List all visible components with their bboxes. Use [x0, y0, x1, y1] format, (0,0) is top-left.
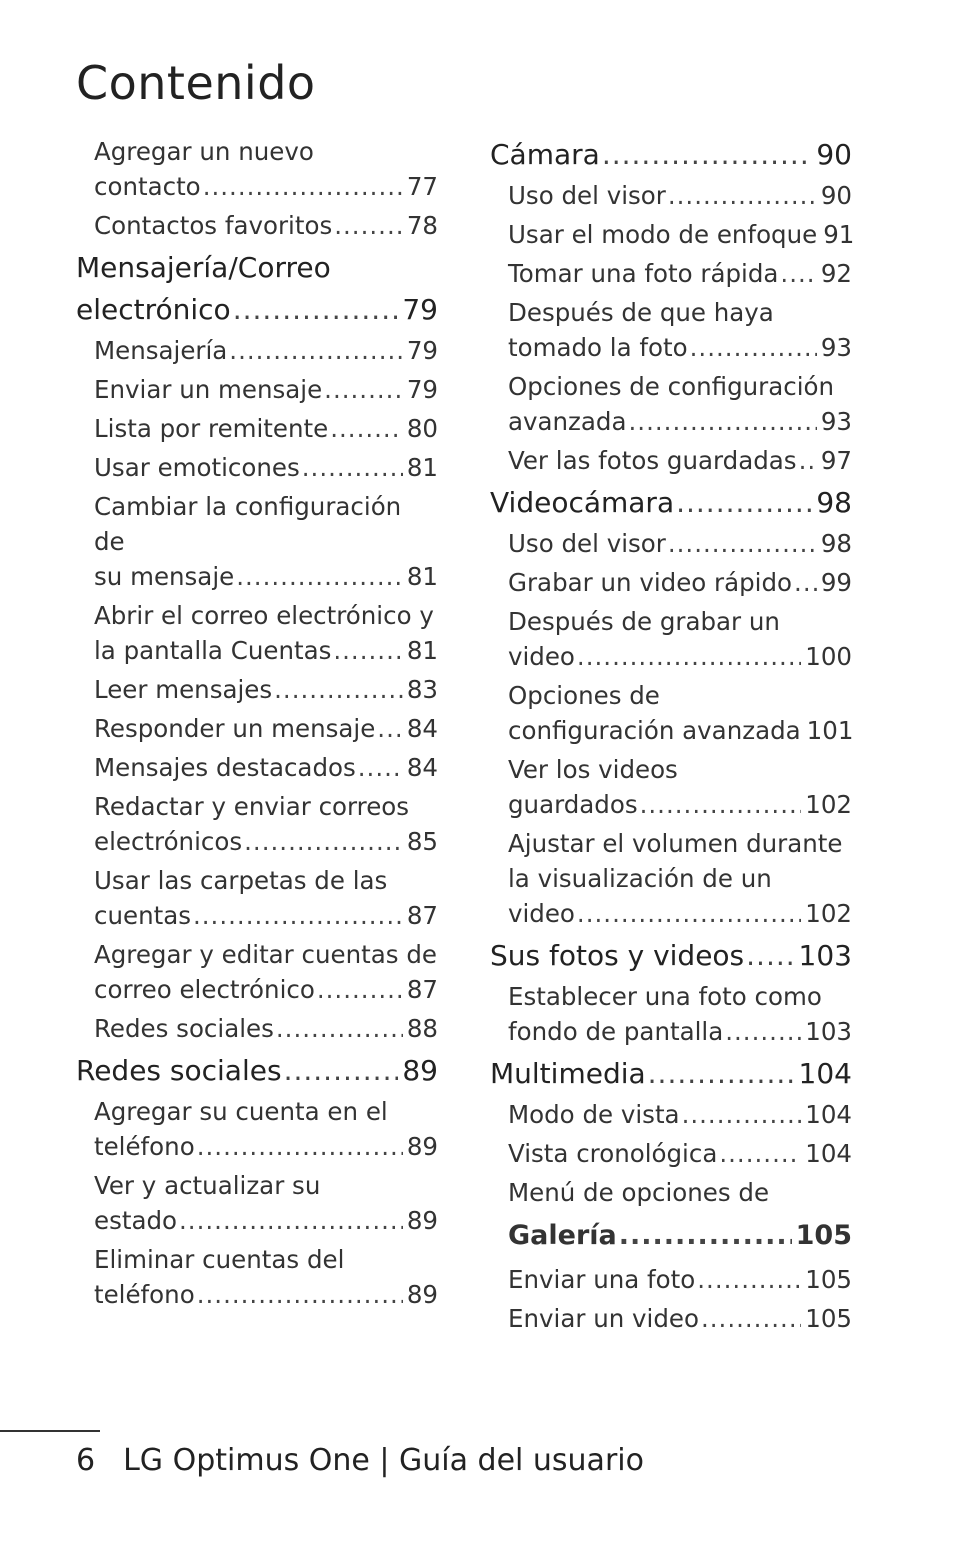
toc-item[interactable]	[94, 450, 438, 485]
toc-item-galeria[interactable]	[508, 1214, 852, 1258]
toc-item-label: Mensajería	[94, 336, 228, 365]
toc-item-page: 87	[406, 975, 438, 1004]
toc-item-page: 99	[820, 568, 852, 597]
toc-item[interactable]	[94, 863, 438, 933]
toc-item-label-line: Agregar su cuenta en el	[94, 1097, 388, 1126]
toc-item-label-line: Opciones de	[508, 681, 660, 710]
toc-item-page: 104	[805, 1139, 852, 1168]
toc-item[interactable]	[508, 256, 852, 291]
toc-item-label: contacto	[94, 172, 201, 201]
toc-item-page: 89	[406, 1132, 438, 1161]
dot-leader	[203, 169, 403, 204]
toc-item-page: 79	[406, 375, 438, 404]
toc-item-label-line: Eliminar cuentas del	[94, 1245, 345, 1274]
toc-item[interactable]	[508, 979, 852, 1049]
dot-leader	[648, 1053, 795, 1095]
toc-item-label: Responder un mensaje	[94, 714, 376, 743]
toc-item-label-line: Ver y actualizar su	[94, 1171, 321, 1200]
toc-item[interactable]	[508, 1301, 852, 1336]
toc-item[interactable]	[94, 134, 438, 204]
toc-item-page: 89	[406, 1280, 438, 1309]
toc-item-label: Modo de vista	[508, 1100, 680, 1129]
toc-item-label: Usar emoticones	[94, 453, 300, 482]
toc-item[interactable]	[94, 598, 438, 668]
dot-leader	[701, 1301, 801, 1336]
toc-item[interactable]	[508, 604, 852, 674]
dot-leader	[690, 330, 817, 365]
dot-leader	[274, 672, 403, 707]
toc-item-page: 87	[406, 901, 438, 930]
dot-leader	[640, 787, 802, 822]
toc-item-label-line: Agregar y editar cuentas de	[94, 940, 437, 969]
toc-item[interactable]	[94, 411, 438, 446]
toc-item-label-line: Cambiar la configuración de	[94, 492, 402, 556]
toc-item-label-line: Agregar un nuevo	[94, 137, 314, 166]
toc-item-label: electrónicos	[94, 827, 243, 856]
toc-item-page: 105	[795, 1220, 852, 1251]
toc-item[interactable]	[508, 1262, 852, 1297]
dot-leader	[619, 1214, 792, 1258]
toc-section-page: 90	[816, 138, 852, 171]
toc-item-label-line: Opciones de configuración	[508, 372, 835, 401]
dot-leader	[284, 1050, 399, 1092]
toc-item[interactable]	[94, 489, 438, 594]
toc-item-label: Redes sociales	[94, 1014, 274, 1043]
toc-item-page: 79	[406, 336, 438, 365]
footer-divider	[0, 1430, 100, 1432]
dot-leader	[682, 1097, 802, 1132]
dot-leader	[794, 565, 817, 600]
toc-section-page: 98	[816, 486, 852, 519]
toc-item[interactable]	[508, 1097, 852, 1132]
toc-item[interactable]	[508, 678, 852, 748]
toc-item-label: la pantalla Cuentas	[94, 636, 332, 665]
toc-item-label: Enviar un mensaje	[94, 375, 323, 404]
toc-item-label: Grabar un video rápido	[508, 568, 793, 597]
dot-leader	[629, 404, 817, 439]
toc-item-label: correo electrónico	[94, 975, 315, 1004]
toc-item[interactable]	[94, 1011, 438, 1046]
toc-item-page: 88	[406, 1014, 438, 1043]
toc-section-label: Multimedia	[490, 1057, 646, 1090]
toc-item-page: 78	[406, 211, 438, 240]
toc-item-page: 93	[820, 333, 852, 362]
toc-section-page: 104	[798, 1057, 852, 1090]
dot-leader	[233, 289, 399, 331]
toc-item[interactable]	[508, 565, 852, 600]
toc-item-label: guardados	[508, 790, 638, 819]
dot-leader	[236, 559, 403, 594]
toc-item[interactable]	[508, 217, 855, 252]
toc-item-label: Lista por remitente	[94, 414, 329, 443]
dot-leader	[229, 333, 403, 368]
toc-item-page: 102	[805, 899, 852, 928]
toc-item-page: 98	[820, 529, 852, 558]
toc-subitems	[490, 526, 852, 931]
toc-section	[490, 935, 852, 1049]
toc-item[interactable]	[508, 826, 852, 931]
toc-item-page: 103	[805, 1017, 852, 1046]
toc-section-heading[interactable]	[490, 482, 852, 524]
toc-item[interactable]	[508, 1136, 852, 1171]
toc-item-label: Uso del visor	[508, 181, 666, 210]
toc-section-heading[interactable]	[76, 1050, 438, 1092]
toc-right-column	[490, 134, 855, 1340]
dot-leader	[333, 633, 402, 668]
toc-section-heading[interactable]	[490, 935, 852, 977]
toc-item[interactable]	[508, 1175, 852, 1210]
toc-item[interactable]	[94, 750, 438, 785]
toc-section-label: Cámara	[490, 138, 600, 171]
footer-text: LG Optimus One | Guía del usuario	[123, 1443, 644, 1478]
toc-item[interactable]	[508, 526, 852, 561]
toc-item-label-line: Redactar y enviar correos	[94, 792, 410, 821]
dot-leader	[668, 178, 817, 213]
dot-leader	[377, 711, 403, 746]
toc-item-label: video	[508, 642, 575, 671]
dot-leader	[179, 1203, 403, 1238]
dot-leader	[193, 898, 403, 933]
toc-item-label: Vista cronológica	[508, 1139, 718, 1168]
pre-items	[76, 134, 438, 243]
toc-item-page: 105	[805, 1265, 852, 1294]
toc-item-label: teléfono	[94, 1132, 195, 1161]
toc-item-label: Enviar un video	[508, 1304, 699, 1333]
toc-item-page: 84	[406, 714, 438, 743]
toc-item[interactable]	[94, 937, 438, 1007]
toc-item-label: Contactos favoritos	[94, 211, 333, 240]
toc-item-label-line: Usar las carpetas de las	[94, 866, 388, 895]
toc-item[interactable]	[508, 369, 852, 439]
toc-subitems	[76, 1094, 438, 1312]
toc-item-page: 102	[805, 790, 852, 819]
dot-leader	[197, 1277, 403, 1312]
toc-item-label: su mensaje	[94, 562, 235, 591]
toc-item-page: 81	[406, 562, 438, 591]
toc-item-page: 91	[823, 220, 855, 249]
toc-item-page: 84	[406, 753, 438, 782]
toc-section-page: 103	[798, 939, 852, 972]
toc-item-label-line: Abrir el correo electrónico y	[94, 601, 434, 630]
toc-section-label: Redes sociales	[76, 1054, 282, 1087]
dot-leader	[577, 639, 801, 674]
toc-item[interactable]	[508, 178, 852, 213]
toc-item-label-line: Después de grabar un	[508, 607, 780, 636]
toc-subitems	[490, 178, 855, 478]
toc-section	[490, 482, 852, 931]
toc-item-label-line: Menú de opciones de	[508, 1178, 770, 1207]
dot-leader	[602, 134, 813, 176]
toc-item-page: 89	[406, 1206, 438, 1235]
toc-item-page: 77	[406, 172, 438, 201]
page-footer	[76, 1443, 644, 1478]
toc-item-label: Tomar una foto rápida	[508, 259, 779, 288]
toc-item[interactable]	[508, 295, 852, 365]
toc-section-heading[interactable]	[490, 134, 852, 176]
toc-item-label: teléfono	[94, 1280, 195, 1309]
toc-item-page: 81	[406, 636, 438, 665]
dot-leader	[780, 256, 816, 291]
toc-item-label-line: Ajustar el volumen durante	[508, 829, 843, 858]
toc-item-label: Enviar una foto	[508, 1265, 696, 1294]
dot-leader	[719, 1136, 801, 1171]
toc-item[interactable]	[94, 208, 438, 243]
toc-item-label: Leer mensajes	[94, 675, 273, 704]
toc-item-label-line: Ver los videos	[508, 755, 678, 784]
toc-section	[490, 134, 855, 478]
dot-leader	[799, 443, 817, 478]
dot-leader	[725, 1014, 801, 1049]
toc-item-label: Usar el modo de enfoque	[508, 220, 818, 249]
dot-leader	[697, 1262, 801, 1297]
toc-section-label: Videocámara	[490, 486, 675, 519]
toc-item-label: cuentas	[94, 901, 191, 930]
toc-item-page: 81	[406, 453, 438, 482]
toc-item[interactable]	[94, 789, 438, 859]
toc-item-page: 85	[406, 827, 438, 856]
toc-item[interactable]	[94, 1242, 438, 1312]
toc-item-label: video	[508, 899, 575, 928]
dot-leader	[746, 935, 794, 977]
toc-section-label: Sus fotos y videos	[490, 939, 745, 972]
toc-item-page: 100	[805, 642, 852, 671]
dot-leader	[302, 450, 403, 485]
toc-item[interactable]	[94, 1094, 438, 1164]
toc-item-label: Galería	[508, 1220, 617, 1251]
toc-item-label-line: Establecer una foto como	[508, 982, 822, 1011]
dot-leader	[197, 1129, 403, 1164]
toc-section-heading[interactable]	[490, 1053, 852, 1095]
toc-subitems	[490, 979, 852, 1049]
page-number: 6	[76, 1443, 96, 1478]
toc-item-label: configuración avanzada	[508, 716, 801, 745]
toc-section	[490, 1053, 852, 1336]
toc-section	[76, 247, 438, 1046]
toc-item[interactable]	[508, 443, 852, 478]
toc-section	[76, 1050, 438, 1312]
toc-item-label: tomado la foto	[508, 333, 688, 362]
dot-leader	[330, 411, 403, 446]
dot-leader	[276, 1011, 403, 1046]
toc-subitems	[490, 1097, 852, 1336]
toc-item-page: 90	[820, 181, 852, 210]
toc-item-label: fondo de pantalla	[508, 1017, 724, 1046]
toc-item-page: 105	[805, 1304, 852, 1333]
toc-item-page: 92	[820, 259, 852, 288]
toc-section-label-line: Mensajería/Correo	[76, 251, 331, 284]
toc-item-page: 83	[406, 675, 438, 704]
toc-item[interactable]	[94, 333, 438, 368]
toc-item-page: 101	[806, 716, 854, 745]
toc-item-page: 104	[805, 1100, 852, 1129]
toc-subitems	[76, 333, 438, 1046]
toc-section-page: 89	[402, 1054, 438, 1087]
toc-item-page: 93	[820, 407, 852, 436]
toc-item-label: Ver las fotos guardadas	[508, 446, 797, 475]
dot-leader	[334, 208, 403, 243]
toc-item-label-line: Después de que haya	[508, 298, 774, 327]
toc-section-label: electrónico	[76, 293, 231, 326]
dot-leader	[324, 372, 403, 407]
toc-item[interactable]	[94, 711, 438, 746]
toc-left-column	[76, 134, 438, 1316]
toc-item-label-line: la visualización de un	[508, 864, 772, 893]
toc-item[interactable]	[94, 372, 438, 407]
toc-item[interactable]	[508, 752, 852, 822]
toc-item[interactable]	[94, 1168, 438, 1238]
toc-item-label: avanzada	[508, 407, 627, 436]
dot-leader	[317, 972, 403, 1007]
dot-leader	[577, 896, 801, 931]
toc-section-page: 79	[402, 293, 438, 326]
toc-item[interactable]	[94, 672, 438, 707]
toc-item-label: estado	[94, 1206, 177, 1235]
toc-section-heading[interactable]	[76, 289, 438, 331]
toc-item-label: Mensajes destacados	[94, 753, 356, 782]
toc-item-page: 80	[406, 414, 438, 443]
dot-leader	[358, 750, 403, 785]
dot-leader	[244, 824, 403, 859]
toc-item-page: 97	[820, 446, 852, 475]
dot-leader	[668, 526, 817, 561]
toc-item-label: Uso del visor	[508, 529, 666, 558]
dot-leader	[676, 482, 812, 524]
page-title: Contenido	[76, 56, 316, 110]
